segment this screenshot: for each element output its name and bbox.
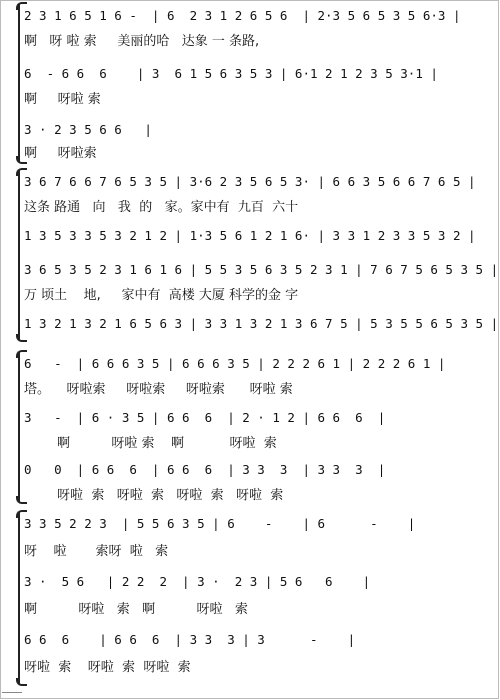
lyric-line: 这条 路通 向 我 的 家。家中有 九百 六十 [24,200,299,215]
notation-line: 0 0 | 6 6 6 | 6 6 6 | 3 3 3 | 3 3 3 | [24,462,386,477]
lyric-line: 啊 呀啦索 [24,146,97,161]
score-row [24,8,494,56]
notation-line: 3 6 7 6 6 7 6 5 3 5 | 3·6 2 3 5 6 5 3· | 6 6 3 5 6 6 7 6 5 | [24,174,476,189]
score-row [24,316,499,340]
score-row [24,574,494,622]
score-row [24,228,494,252]
lyric-line: 啊 呀啦 索 [24,92,101,107]
notation-line: 1 3 2 1 3 2 1 6 5 6 3 | 3 3 1 3 2 1 3 6 7 5 | 5 3 5 5 6 5 3 5 | [24,316,499,331]
system-bracket [18,512,20,684]
score-row [24,174,494,218]
notation-line: 3 6 5 3 5 2 3 1 6 1 6 | 5 5 3 5 6 3 5 2 3 1 | 7 6 7 5 6 5 3 5 | [24,262,499,277]
notation-line: 2 3 1 6 5 1 6 - | 6 2 3 1 2 6 5 6 | 2·3 5 6 5 3 5 6·3 | [24,8,461,23]
score-row [24,262,499,306]
system-bracket [18,352,20,502]
lyric-line: 呀啦 索 呀啦 索 呀啦 索 [24,660,191,675]
notation-line: 3 - | 6 · 3 5 | 6 6 6 | 2 · 1 2 | 6 6 6 | [24,410,386,425]
score-row [24,516,494,564]
notation-line: 3 · 5 6 | 2 2 2 | 3 · 2 3 | 5 6 6 | [24,574,371,589]
system-bracket [18,170,20,340]
score-row [24,410,494,454]
score-row [24,122,494,162]
lyric-line: 万 顷土 地, 家中有 高楼 大厦 科学的金 字 [24,288,299,303]
notation-line: 6 - 6 6 6 | 3 6 1 5 6 3 5 3 | 6·1 2 1 2 3 5 3·1 | [24,66,438,81]
notation-line: 3 3 5 2 2 3 | 5 5 6 3 5 | 6 - | 6 - | [24,516,416,531]
score-row [24,66,494,114]
lyric-line: 啊 呀 啦 索 美丽的哈 达象 一 条路, [24,34,260,49]
lyric-line: 啊 呀啦 索 啊 呀啦 索 [24,436,277,451]
score-system-3 [18,352,496,502]
notation-line: 6 - | 6 6 6 3 5 | 6 6 6 3 5 | 2 2 2 6 1 | 2 2 2 6 1 | [24,356,446,371]
score-row [24,632,494,680]
notation-line: 6 6 6 | 6 6 6 | 3 3 3 | 3 - | [24,632,356,647]
lyric-line: 啊 呀啦 索 啊 呀啦 索 [24,602,248,617]
page-corner-marker [2,692,22,699]
notation-line: 1 3 5 3 3 5 3 2 1 2 | 1·3 5 6 1 2 1 6· | 3 3 1 2 3 3 5 3 2 | [24,228,476,243]
score-row [24,462,494,506]
score-system-4 [18,512,496,684]
score-row [24,356,494,400]
lyric-line: 呀 啦 索呀 啦 索 [24,544,169,559]
score-system-1 [18,4,496,162]
lyric-line: 塔。 呀啦索 呀啦索 呀啦索 呀啦 索 [24,382,293,397]
notation-line: 3 · 2 3 5 6 6 | [24,122,152,137]
system-bracket [18,4,20,162]
lyric-line: 呀啦 索 呀啦 索 呀啦 索 呀啦 索 [24,488,284,503]
score-system-2 [18,170,499,340]
